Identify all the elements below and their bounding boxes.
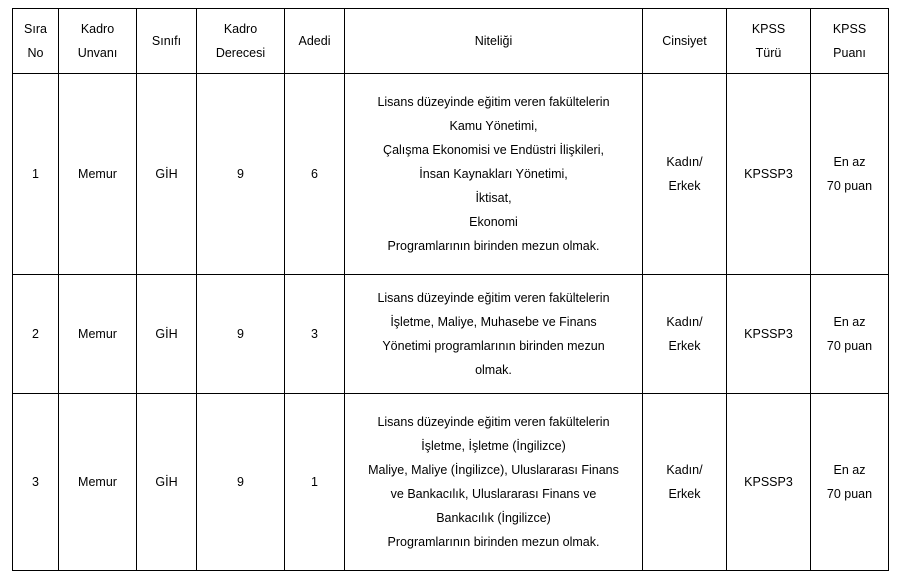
cell-nitelik [345, 275, 643, 394]
nitelik-line: Programlarının birinden mezun olmak. [387, 535, 600, 549]
table-row [13, 74, 889, 275]
cell-unvan: Memur [59, 74, 137, 275]
header-niteligi: Niteliği [345, 9, 643, 74]
cell-unvan: Memur [59, 394, 137, 571]
cell-nitelik [345, 74, 643, 275]
header-adedi: Adedi [285, 9, 345, 74]
cell-unvan: Memur [59, 275, 137, 394]
nitelik-line: Kamu Yönetimi, [449, 119, 538, 133]
nitelik-line: İşletme, Maliye, Muhasebe ve Finans [390, 315, 597, 329]
cell-nitelik [345, 394, 643, 571]
nitelik-line: İktisat, [475, 191, 512, 205]
header-cinsiyet: Cinsiyet [643, 9, 727, 74]
nitelik-line: ve Bankacılık, Uluslararası Finans ve [390, 487, 597, 501]
header-sinifi: Sınıfı [137, 9, 197, 74]
cell-sira-no: 2 [13, 275, 59, 394]
cell-kpss-turu: KPSSP3 [727, 74, 811, 275]
nitelik-line: Maliye, Maliye (İngilizce), Uluslararası Finans [368, 463, 619, 477]
table-row [13, 394, 889, 571]
nitelik-line: Çalışma Ekonomisi ve Endüstri İlişkileri, [383, 143, 604, 157]
cell-kpss-puani: En az 70 puan [811, 394, 889, 571]
cell-sinif: GİH [137, 394, 197, 571]
header-row [13, 9, 889, 74]
cell-adet: 1 [285, 394, 345, 571]
nitelik-line: olmak. [475, 363, 512, 377]
cell-kpss-puani: En az 70 puan [811, 275, 889, 394]
header-sira-no: Sıra No [13, 9, 59, 74]
table-row [13, 275, 889, 394]
nitelik-line: İşletme, İşletme (İngilizce) [421, 439, 566, 453]
nitelik-line: Bankacılık (İngilizce) [436, 511, 551, 525]
cell-cinsiyet: Kadın/ Erkek [643, 74, 727, 275]
cell-sira-no: 3 [13, 394, 59, 571]
nitelik-line: Lisans düzeyinde eğitim veren fakültelerin [377, 95, 610, 109]
cell-sinif: GİH [137, 275, 197, 394]
cell-adet: 3 [285, 275, 345, 394]
nitelik-line: İnsan Kaynakları Yönetimi, [419, 167, 568, 181]
cell-sinif: GİH [137, 74, 197, 275]
nitelik-line: Lisans düzeyinde eğitim veren fakültelerin [377, 291, 610, 305]
header-kpss-puani: KPSS Puanı [811, 9, 889, 74]
cell-kpss-puani: En az 70 puan [811, 74, 889, 275]
cell-derece: 9 [197, 74, 285, 275]
cell-cinsiyet: Kadın/ Erkek [643, 394, 727, 571]
nitelik-line: Lisans düzeyinde eğitim veren fakültelerin [377, 415, 610, 429]
cell-kpss-turu: KPSSP3 [727, 394, 811, 571]
cell-sira-no: 1 [13, 74, 59, 275]
cell-adet: 6 [285, 74, 345, 275]
header-kadro-derecesi: Kadro Derecesi [197, 9, 285, 74]
cell-cinsiyet: Kadın/ Erkek [643, 275, 727, 394]
nitelik-line: Yönetimi programlarının birinden mezun [382, 339, 605, 353]
cell-derece: 9 [197, 275, 285, 394]
nitelik-line: Ekonomi [469, 215, 518, 229]
nitelik-line: Programlarının birinden mezun olmak. [387, 239, 600, 253]
cell-kpss-turu: KPSSP3 [727, 275, 811, 394]
kadro-table [12, 8, 889, 571]
cell-derece: 9 [197, 394, 285, 571]
header-kpss-turu: KPSS Türü [727, 9, 811, 74]
header-kadro-unvani: Kadro Unvanı [59, 9, 137, 74]
